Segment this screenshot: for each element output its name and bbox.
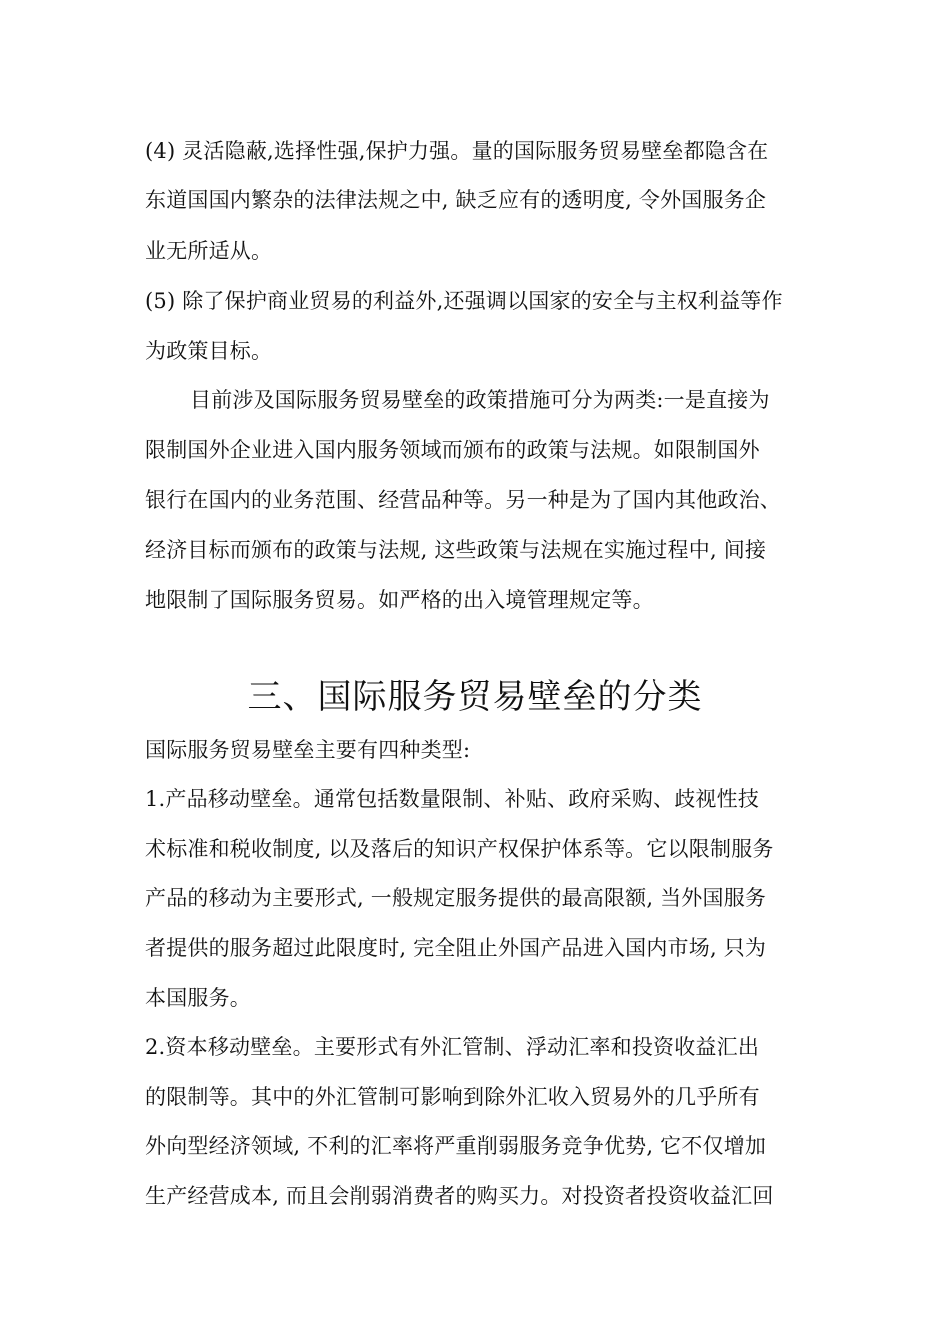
text-line: (5) 除了保护商业贸易的利益外,还强调以国家的安全与主权利益等作 — [145, 289, 783, 313]
text-line: 业无所适从。 — [145, 239, 273, 263]
text-line: (4) 灵活隐蔽,选择性强,保护力强。量的国际服务贸易壁垒都隐含在 — [145, 139, 769, 163]
text-line: 者提供的服务超过此限度时, 完全阻止外国产品进入国内市场, 只为 — [145, 936, 767, 960]
text-line: 目前涉及国际服务贸易壁垒的政策措施可分为两类:一是直接为 — [190, 388, 770, 412]
text-line: 为政策目标。 — [145, 339, 273, 363]
text-line: 1.产品移动壁垒。通常包括数量限制、补贴、政府采购、歧视性技 — [145, 787, 760, 811]
text-line: 银行在国内的业务范围、经营品种等。另一种是为了国内其他政治、 — [145, 488, 781, 512]
text-line: 地限制了国际服务贸易。如严格的出入境管理规定等。 — [145, 588, 654, 612]
text-line: 东道国国内繁杂的法律法规之中, 缺乏应有的透明度, 令外国服务企 — [145, 188, 767, 212]
text-line: 产品的移动为主要形式, 一般规定服务提供的最高限额, 当外国服务 — [145, 886, 767, 910]
text-line: 限制国外企业进入国内服务领域而颁布的政策与法规。如限制国外 — [145, 438, 760, 462]
text-line: 的限制等。其中的外汇管制可影响到除外汇收入贸易外的几乎所有 — [145, 1085, 760, 1109]
text-line: 术标准和税收制度, 以及落后的知识产权保护体系等。它以限制服务 — [145, 837, 774, 861]
section-heading: 三、国际服务贸易壁垒的分类 — [247, 677, 703, 717]
text-line: 2.资本移动壁垒。主要形式有外汇管制、浮动汇率和投资收益汇出 — [145, 1035, 760, 1059]
text-line: 生产经营成本, 而且会削弱消费者的购买力。对投资者投资收益汇回 — [145, 1184, 774, 1208]
text-line: 国际服务贸易壁垒主要有四种类型: — [145, 738, 471, 762]
text-line: 本国服务。 — [145, 986, 251, 1010]
text-line: 外向型经济领域, 不利的汇率将严重削弱服务竞争优势, 它不仅增加 — [145, 1134, 767, 1158]
text-line: 经济目标而颁布的政策与法规, 这些政策与法规在实施过程中, 间接 — [145, 538, 767, 562]
